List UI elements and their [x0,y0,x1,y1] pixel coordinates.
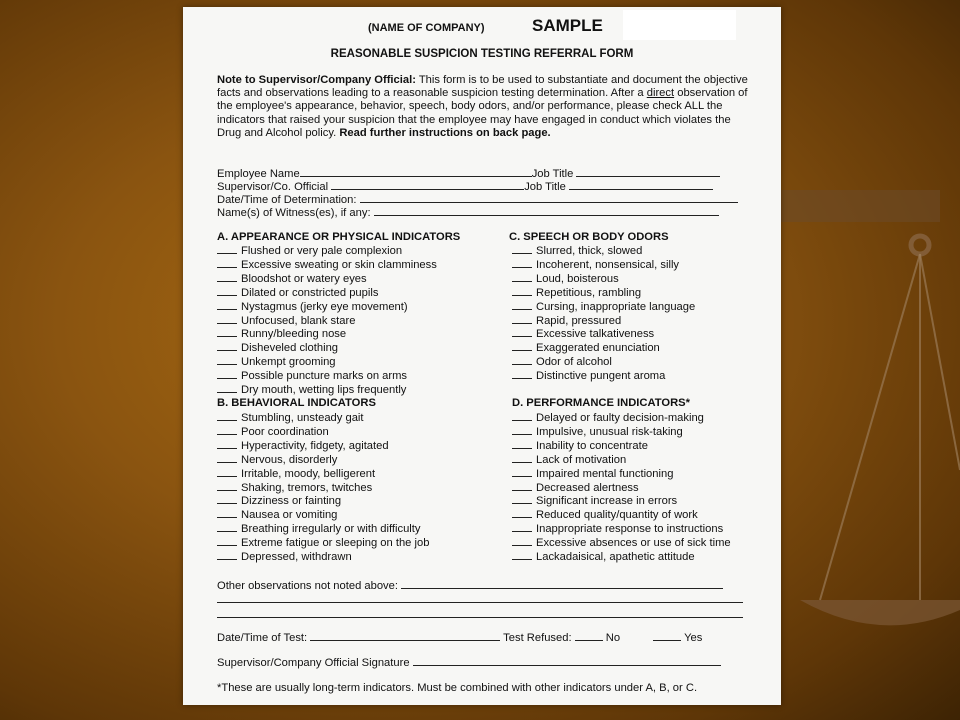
section-a-item [217,327,437,341]
checkbox-blank[interactable] [512,314,532,324]
test-refused-yes-blank[interactable] [653,630,681,641]
section-b-item [217,467,429,481]
section-b-item [217,411,429,425]
supervisor-label: Supervisor/Co. Official [217,181,329,193]
indicator-label: Inappropriate response to instructions [536,523,724,536]
checkbox-blank[interactable] [512,439,532,449]
sample-label: SAMPLE [532,16,603,35]
section-a-title: A. APPEARANCE OR PHYSICAL INDICATORS [217,231,461,243]
indicator-label: Extreme fatigue or sleeping on the job [241,537,430,550]
checkbox-blank[interactable] [217,411,237,421]
indicator-label: Shaking, tremors, twitches [241,481,373,494]
checkbox-blank[interactable] [217,481,237,491]
checkbox-blank[interactable] [217,272,237,282]
supervisor-note [217,74,757,140]
signature-input[interactable] [413,655,721,666]
indicator-label: Nervous, disorderly [241,453,338,466]
employee-name-field[interactable] [217,166,720,180]
note-instructions: Read further instructions on back page. [339,126,551,139]
section-d-item [512,439,731,453]
section-b-item [217,536,429,550]
witnesses-field[interactable] [217,205,719,219]
employee-name-label: Employee Name [217,168,300,180]
section-c-item [512,244,695,258]
indicator-label: Irritable, moody, belligerent [241,467,376,480]
indicator-label: Significant increase in errors [536,495,678,508]
checkbox-blank[interactable] [512,355,532,365]
indicator-label: Slurred, thick, slowed [536,245,643,257]
section-d-item [512,481,731,495]
indicator-label: Odor of alcohol [536,356,612,369]
section-c-item [512,327,695,341]
section-a-item [217,369,437,383]
checkbox-blank[interactable] [512,536,532,546]
indicator-label: Poor coordination [241,425,329,438]
section-b-item [217,550,429,564]
note-text-1: This form is to be used to substantiate and document the objective facts and observations leading to a reasonable suspicion testing determination. After a [217,74,748,100]
checkbox-blank[interactable] [512,327,532,337]
form-title: REASONABLE SUSPICION TESTING REFERRAL FORM [330,48,634,60]
indicator-label: Excessive sweating or skin clamminess [241,258,437,271]
section-a-item [217,355,437,369]
signature-row [217,655,721,669]
section-a-item [217,314,437,328]
checkbox-blank[interactable] [217,341,237,351]
checkbox-blank[interactable] [217,327,237,337]
checkbox-blank[interactable] [217,508,237,518]
checkbox-blank[interactable] [217,550,237,560]
section-c-item [512,341,695,355]
checkbox-blank[interactable] [512,411,532,421]
checkbox-blank[interactable] [512,494,532,504]
checkbox-blank[interactable] [217,536,237,546]
section-b-item [217,522,429,536]
indicator-label: Excessive talkativeness [536,328,655,341]
note-label: Note to Supervisor/Company Official: [217,74,416,86]
determination-datetime-field[interactable] [217,192,738,206]
indicator-label: Reduced quality/quantity of work [536,509,698,522]
indicator-label: Cursing, inappropriate language [536,300,696,313]
indicator-label: Stumbling, unsteady gait [241,412,364,424]
section-c-title: C. SPEECH OR BODY ODORS [509,231,669,243]
section-d-item [512,425,731,439]
section-c-item [512,369,695,383]
section-b-item [217,425,429,439]
checkbox-blank[interactable] [217,453,237,463]
indicator-label: Runny/bleeding nose [241,328,347,341]
observation-line-2[interactable] [217,602,743,603]
indicator-label: Inability to concentrate [536,439,648,452]
checkbox-blank[interactable] [217,355,237,365]
note-text-2: observation of the employee's appearance, behavior, speech, body odors, and/or performance, please check ALL the indicators that raised your suspicion that the employee may have engaged in conduct which violates the Drug and Alcohol policy. [217,87,748,139]
observation-line-3[interactable] [217,617,743,618]
indicator-label: Breathing irregularly or with difficulty [241,523,421,536]
section-d-item [512,508,731,522]
indicator-label: Hyperactivity, fidgety, agitated [241,439,389,452]
indicator-label: Impaired mental functioning [536,467,674,480]
section-b-item [217,453,429,467]
checkbox-blank[interactable] [512,244,532,254]
scale-of-justice-graphic [760,170,960,670]
section-c-item [512,314,695,328]
checkbox-blank[interactable] [217,286,237,296]
checkbox-blank[interactable] [512,286,532,296]
section-a-item [217,258,437,272]
section-c-item [512,272,695,286]
section-b-item [217,481,429,495]
section-a-item [217,272,437,286]
test-refused-no: No [605,632,621,644]
section-c-item [512,355,695,369]
footnote: *These are usually long-term indicators. Must be combined with other indicators under A, B, or C. [217,682,698,694]
checkbox-blank[interactable] [512,481,532,491]
checkbox-blank[interactable] [217,258,237,268]
section-b-list [217,411,429,564]
section-a-item [217,286,437,300]
indicator-label: Dry mouth, wetting lips frequently [241,384,407,397]
indicator-label: Repetitious, rambling [536,286,642,299]
checkbox-blank[interactable] [217,439,237,449]
company-name-placeholder: (NAME OF COMPANY) [368,22,485,34]
section-d-item [512,522,731,536]
section-a-list [217,244,437,397]
indicator-label: Decreased alertness [536,481,639,494]
checkbox-blank[interactable] [217,425,237,435]
indicator-label: Disheveled clothing [241,342,339,355]
test-refused-label: Test Refused: [503,632,572,644]
section-d-item [512,453,731,467]
other-observations-label: Other observations not noted above: [217,580,398,592]
job-title-label: Job Title [531,168,574,180]
indicator-label: Lackadaisical, apathetic attitude [536,551,695,564]
section-b-item [217,439,429,453]
checkbox-blank[interactable] [217,383,237,393]
checkbox-blank[interactable] [512,522,532,532]
section-b-title: B. BEHAVIORAL INDICATORS [217,397,376,409]
indicator-label: Bloodshot or watery eyes [241,272,367,285]
checkbox-blank[interactable] [512,508,532,518]
checkbox-blank[interactable] [512,453,532,463]
checkbox-blank[interactable] [217,522,237,532]
indicator-label: Incoherent, nonsensical, silly [536,258,680,271]
referral-form-page [183,7,781,705]
checkbox-blank[interactable] [512,341,532,351]
section-d-item [512,550,731,564]
section-c-item [512,286,695,300]
indicator-label: Excessive absences or use of sick time [536,537,731,550]
indicator-label: Nystagmus (jerky eye movement) [241,300,408,313]
section-c-item [512,300,695,314]
indicator-label: Depressed, withdrawn [241,551,352,564]
section-a-item [217,300,437,314]
witnesses-label: Name(s) of Witness(es), if any: [217,207,371,219]
section-d-title: D. PERFORMANCE INDICATORS* [512,397,690,409]
section-d-item [512,494,731,508]
checkbox-blank[interactable] [512,369,532,379]
section-b-item [217,494,429,508]
section-c-list [512,244,695,383]
checkbox-blank[interactable] [512,258,532,268]
test-datetime-input[interactable] [310,630,500,641]
indicator-label: Delayed or faulty decision-making [536,412,704,424]
indicator-label: Unfocused, blank stare [241,314,356,327]
checkbox-blank[interactable] [217,369,237,379]
test-refused-no-blank[interactable] [575,630,603,641]
indicator-label: Impulsive, unusual risk-taking [536,425,683,438]
test-datetime-row [217,630,702,644]
section-d-item [512,411,731,425]
indicator-label: Dilated or constricted pupils [241,286,379,299]
white-patch [623,10,736,40]
checkbox-blank[interactable] [217,244,237,254]
section-b-item [217,508,429,522]
checkbox-blank[interactable] [217,467,237,477]
checkbox-blank[interactable] [512,272,532,282]
other-observations-field[interactable] [217,578,723,592]
indicator-label: Flushed or very pale complexion [241,245,403,257]
section-a-item [217,383,437,397]
checkbox-blank[interactable] [512,425,532,435]
indicator-label: Rapid, pressured [536,314,622,327]
note-direct: direct [646,87,675,100]
indicator-label: Lack of motivation [536,453,627,466]
section-c-item [512,258,695,272]
section-a-item [217,341,437,355]
signature-label: Supervisor/Company Official Signature [217,657,410,669]
determination-label: Date/Time of Determination: [217,194,357,206]
supervisor-field[interactable] [217,179,713,193]
checkbox-blank[interactable] [512,300,532,310]
test-datetime-label: Date/Time of Test: [217,632,308,644]
indicator-label: Nausea or vomiting [241,509,338,522]
job-title-label-2: Job Title [524,181,566,193]
checkbox-blank[interactable] [217,494,237,504]
indicator-label: Dizziness or fainting [241,495,342,508]
indicator-label: Possible puncture marks on arms [241,370,408,383]
section-d-item [512,467,731,481]
checkbox-blank[interactable] [217,300,237,310]
section-d-item [512,536,731,550]
checkbox-blank[interactable] [512,467,532,477]
section-a-item [217,244,437,258]
indicator-label: Distinctive pungent aroma [536,370,666,383]
indicator-label: Loud, boisterous [536,272,619,285]
section-d-list [512,411,731,564]
checkbox-blank[interactable] [217,314,237,324]
checkbox-blank[interactable] [512,550,532,560]
indicator-label: Unkempt grooming [241,356,336,369]
test-refused-yes: Yes [684,632,703,644]
indicator-label: Exaggerated enunciation [536,342,660,355]
